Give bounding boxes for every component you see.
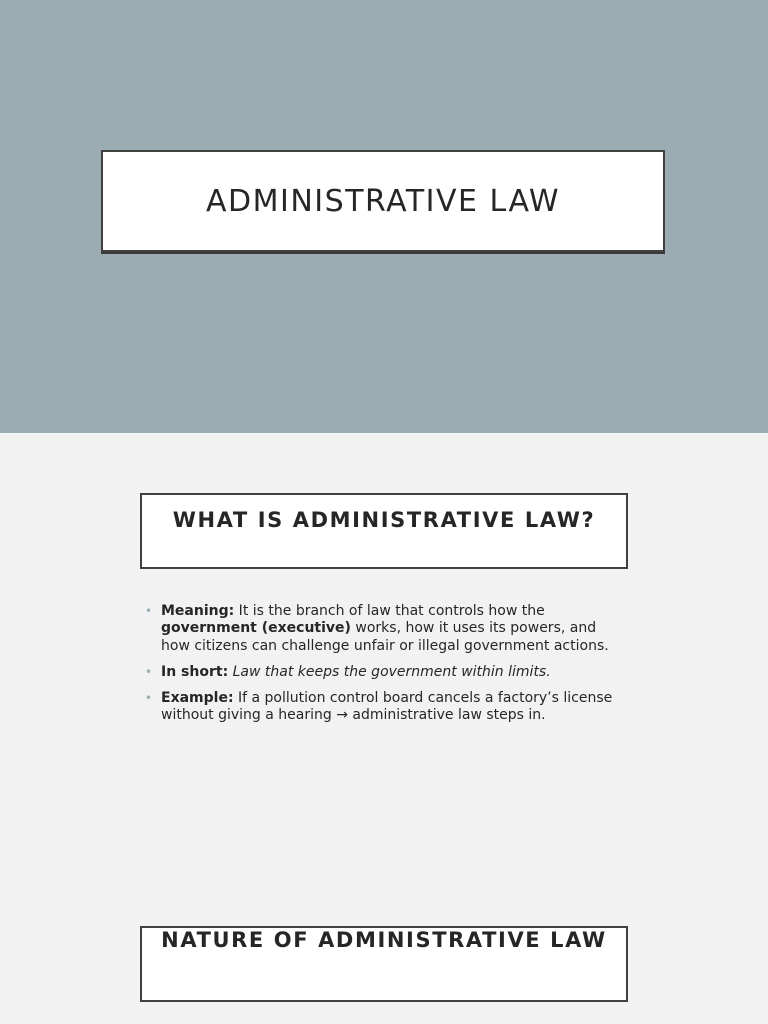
slide-title: ADMINISTRATIVE LAW — [206, 183, 560, 219]
content-slide — [0, 433, 768, 1024]
bullet-text: It is the branch of law that controls how the — [234, 603, 545, 619]
bullet-text: works, how it uses its powers, and how citizens can challenge unfair or illegal government actions. — [161, 620, 609, 654]
list-item — [145, 664, 615, 681]
title-slide — [0, 0, 768, 433]
list-item — [145, 690, 615, 725]
bullet-italic: Law that keeps the government within limits. — [232, 663, 551, 680]
bullet-label: Meaning: — [161, 603, 235, 619]
bullet-list — [145, 603, 615, 734]
slide-heading: WHAT IS ADMINISTRATIVE LAW? — [172, 508, 596, 532]
bullet-label: Example: — [161, 690, 234, 707]
bullet-text: If a pollution control board cancels a factory’s license without giving a hearing → administrative law steps in. — [161, 690, 613, 724]
bullet-icon: • — [145, 604, 153, 618]
heading-box — [140, 926, 628, 1002]
bullet-icon: • — [145, 691, 153, 706]
heading-box — [140, 493, 628, 569]
bullet-icon: • — [145, 664, 153, 679]
title-box — [101, 150, 665, 252]
bullet-bold: government (executive) — [161, 620, 351, 637]
list-item — [145, 603, 615, 655]
slide-heading: NATURE OF ADMINISTRATIVE LAW — [161, 928, 607, 952]
bullet-label: In short: — [161, 663, 229, 680]
